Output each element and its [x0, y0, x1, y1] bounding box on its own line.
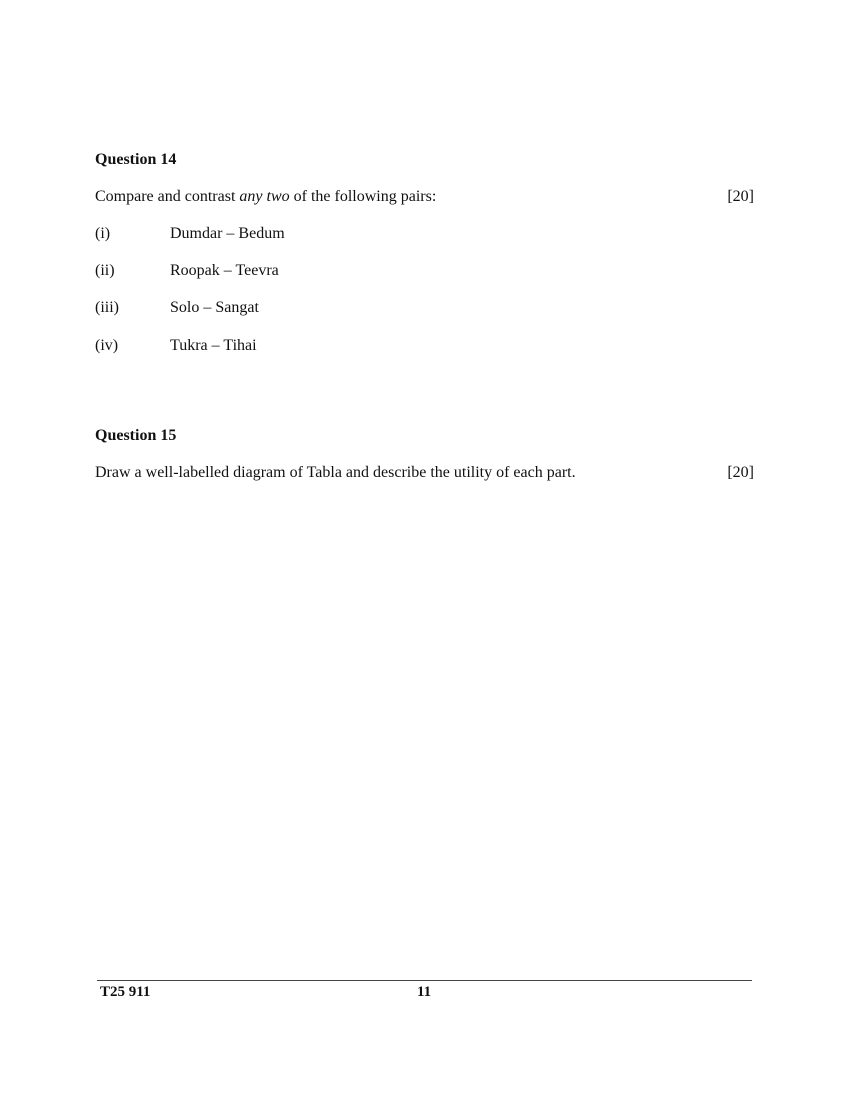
- paper-code: T25 911: [100, 984, 151, 1000]
- page-number: 11: [417, 984, 432, 1000]
- item-number-2: (ii): [95, 262, 115, 279]
- prompt-emphasis: any two: [239, 188, 290, 205]
- question-14-title: Question 14: [95, 151, 177, 168]
- prompt-text-start: Compare and contrast: [95, 188, 240, 205]
- prompt-text-end: of the following pairs:: [289, 188, 437, 205]
- question-15-title: Question 15: [95, 427, 177, 444]
- item-text-3: Solo – Sangat: [170, 299, 259, 316]
- item-text-4: Tukra – Tihai: [170, 337, 257, 354]
- question-15-prompt: Draw a well-labelled diagram of Tabla and describe the utility of each part.: [95, 464, 576, 481]
- item-number-1: (i): [95, 225, 111, 242]
- item-number-4: (iv): [95, 337, 119, 354]
- question-14-prompt: [95, 188, 436, 206]
- question-14-marks: [20]: [727, 188, 754, 205]
- question-15-marks: [20]: [727, 464, 754, 481]
- item-number-3: (iii): [95, 299, 119, 316]
- footer-divider: [97, 980, 752, 981]
- item-text-2: Roopak – Teevra: [170, 262, 279, 279]
- item-text-1: Dumdar – Bedum: [170, 225, 285, 242]
